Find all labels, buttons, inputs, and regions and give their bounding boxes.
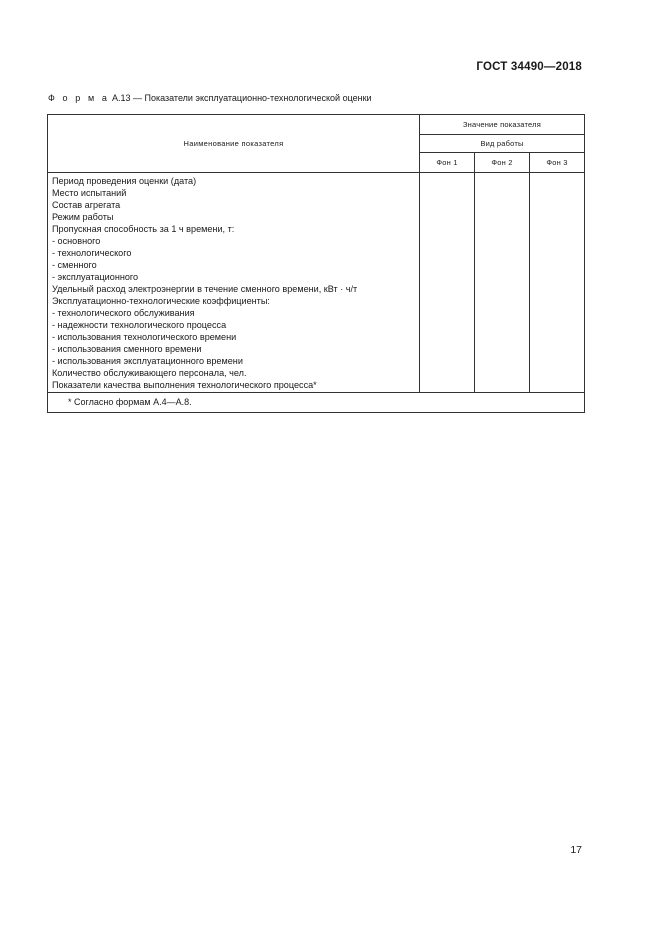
- indicators-table: [47, 114, 585, 413]
- list-item: - использования сменного времени: [52, 344, 202, 354]
- list-item: - надежности технологического процесса: [52, 320, 227, 330]
- list-item: Состав агрегата: [52, 200, 121, 210]
- column-header-name: Наименование показателя: [48, 115, 420, 173]
- footnote-row: [48, 393, 585, 413]
- list-item: Удельный расход электроэнергии в течение сменного времени, кВт · ч/т: [52, 284, 358, 294]
- form-title-prefix: Ф о р м а: [48, 93, 110, 103]
- list-item: Место испытаний: [52, 188, 127, 198]
- indicator-list: [48, 173, 420, 393]
- list-item: Пропускная способность за 1 ч времени, т:: [52, 224, 235, 234]
- list-item: - основного: [52, 236, 101, 246]
- column-header-work-type: Вид работы: [420, 135, 585, 153]
- list-item: - эксплуатационного: [52, 272, 139, 282]
- column-header-value: Значение показателя: [420, 115, 585, 135]
- value-cell-fon-3: [530, 173, 585, 393]
- list-item: Показатели качества выполнения технологического процесса*: [52, 380, 317, 390]
- page-number: 17: [570, 844, 582, 856]
- form-title: [48, 93, 372, 103]
- list-item: Период проведения оценки (дата): [52, 176, 197, 186]
- list-item: Количество обслуживающего персонала, чел.: [52, 368, 247, 378]
- column-header-fon-1: Фон 1: [420, 153, 475, 173]
- footnote: * Согласно формам А.4—А.8.: [48, 393, 585, 413]
- value-cell-fon-2: [475, 173, 530, 393]
- table-body-row: [48, 173, 585, 393]
- form-title-text: А.13 — Показатели эксплуатационно-технологической оценки: [109, 93, 372, 103]
- list-item: - использования эксплуатационного времени: [52, 356, 243, 366]
- column-header-fon-2: Фон 2: [475, 153, 530, 173]
- value-cell-fon-1: [420, 173, 475, 393]
- list-item: - сменного: [52, 260, 97, 270]
- list-item: - использования технологического времени: [52, 332, 237, 342]
- list-item: - технологического обслуживания: [52, 308, 195, 318]
- column-header-fon-3: Фон 3: [530, 153, 585, 173]
- list-item: Режим работы: [52, 212, 114, 222]
- document-code: ГОСТ 34490—2018: [476, 61, 582, 73]
- list-item: - технологического: [52, 248, 132, 258]
- list-item: Эксплуатационно-технологические коэффициенты:: [52, 296, 270, 306]
- header-row-1: [48, 115, 585, 135]
